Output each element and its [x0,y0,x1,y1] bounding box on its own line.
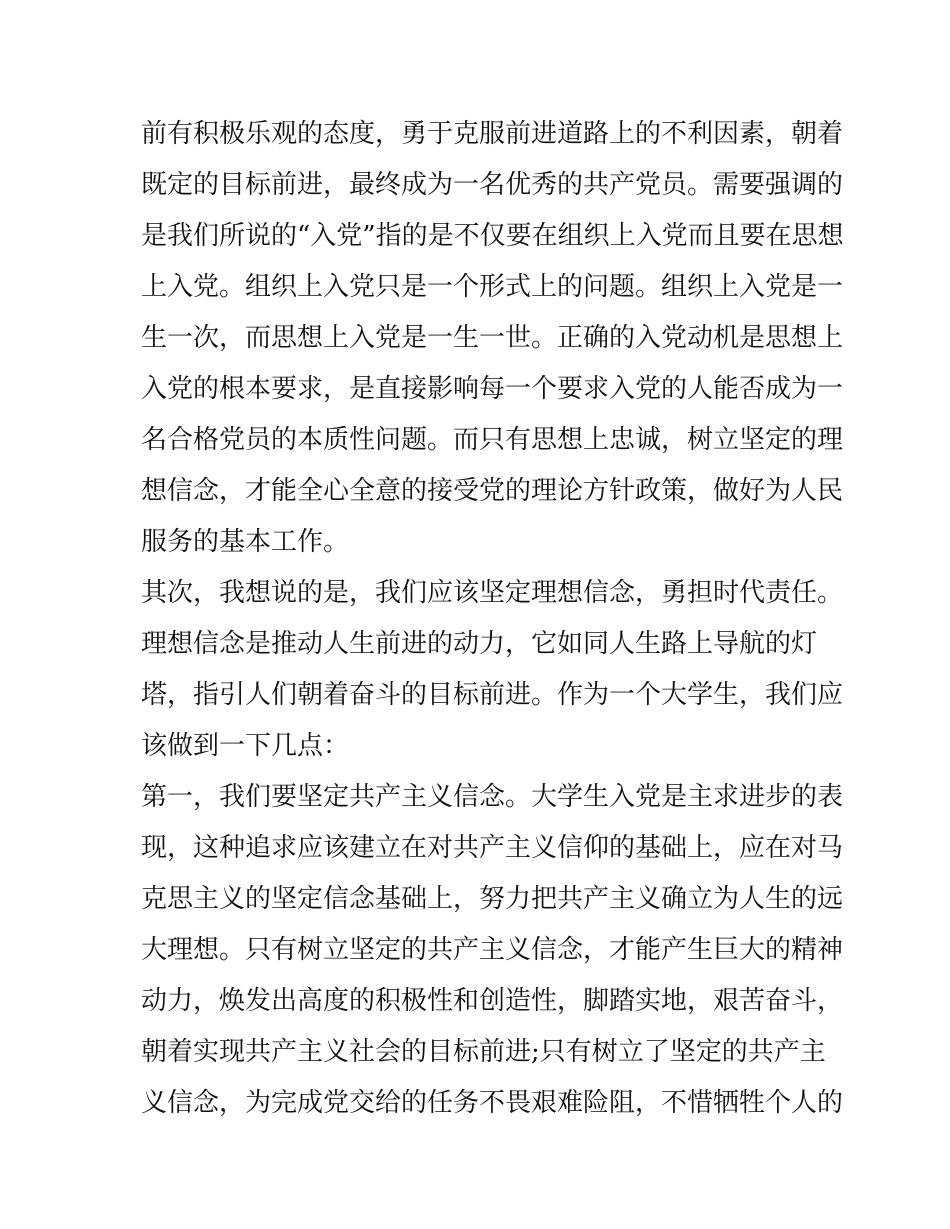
text-line: 该做到一下几点： [141,731,350,761]
text-line: 上入党。组织上入党只是一个形式上的问题。组织上入党是一 [141,272,844,302]
text-line: 理想信念是推动人生前进的动力，它如同人生路上导航的灯 [141,629,818,659]
text-line: 是我们所说的“入党”指的是不仅要在组织上入党而且要在思想 [141,221,844,251]
text-line: 克思主义的坚定信念基础上，努力把共产主义确立为人生的远 [141,884,844,914]
text-line: 服务的基本工作。 [141,527,350,557]
text-line: 大理想。只有树立坚定的共产主义信念，才能产生巨大的精神 [141,935,844,965]
text-line: 既定的目标前进，最终成为一名优秀的共产党员。需要强调的 [141,170,844,200]
text-line: 义信念，为完成党交给的任务不畏艰难险阻，不惜牺牲个人的 [141,1088,844,1118]
body-text [141,109,844,1129]
text-line: 名合格党员的本质性问题。而只有思想上忠诚，树立坚定的理 [141,425,844,455]
text-line: 朝着实现共产主义社会的目标前进;只有树立了坚定的共产主 [141,1037,826,1067]
text-line: 第一，我们要坚定共产主义信念。大学生入党是主求进步的表 [141,782,844,812]
text-line: 塔，指引人们朝着奋斗的目标前进。作为一个大学生，我们应 [141,680,844,710]
text-line: 动力，焕发出高度的积极性和创造性，脚踏实地，艰苦奋斗， [141,986,844,1016]
text-line: 现，这种追求应该建立在对共产主义信仰的基础上，应在对马 [141,833,844,863]
text-line: 前有积极乐观的态度，勇于克服前进道路上的不利因素，朝着 [141,119,844,149]
text-line: 生一次，而思想上入党是一生一世。正确的入党动机是思想上 [141,323,844,353]
text-line: 其次，我想说的是，我们应该坚定理想信念，勇担时代责任。 [141,578,844,608]
text-line: 入党的根本要求，是直接影响每一个要求入党的人能否成为一 [141,374,844,404]
text-line: 想信念，才能全心全意的接受党的理论方针政策，做好为人民 [141,476,844,506]
